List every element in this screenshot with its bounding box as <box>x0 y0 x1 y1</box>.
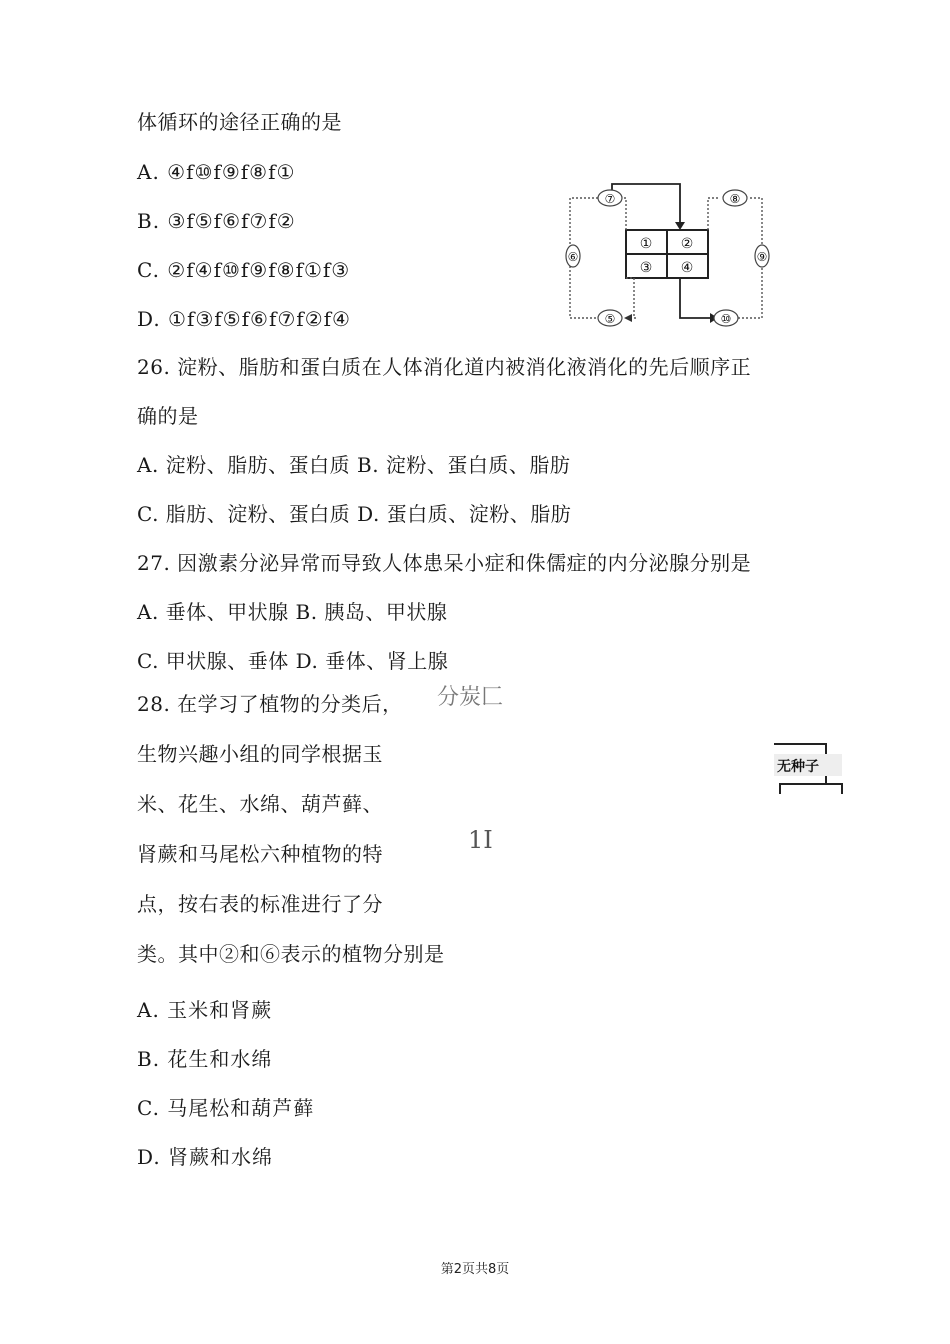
q26-options-row2: C. 脂肪、淀粉、蛋白质 D. 蛋白质、淀粉、脂肪 <box>137 502 572 526</box>
diagram-label-8: ⑧ <box>729 192 741 206</box>
q28-option-c: C. 马尾松和葫芦藓 <box>137 1096 315 1120</box>
q26-stem-line2: 确的是 <box>137 404 199 428</box>
q25-option-d: D. ①f③f⑤f⑥f⑦f②f④ <box>137 307 351 331</box>
q25-stem-tail: 体循环的途径正确的是 <box>137 110 342 134</box>
diagram-label-7: ⑦ <box>604 192 616 206</box>
q26-options-row1: A. 淀粉、脂肪、蛋白质 B. 淀粉、蛋白质、脂肪 <box>137 453 571 477</box>
diagram-label-6: ⑥ <box>567 250 579 264</box>
q28-stem-line3: 米、花生、水绵、葫芦藓、 <box>137 792 383 816</box>
diagram-label-10: ⑩ <box>720 312 732 326</box>
q27-options-row1: A. 垂体、甲状腺 B. 胰岛、甲状腺 <box>137 600 448 624</box>
diagram-label-4: ④ <box>680 260 694 276</box>
q25-option-a: A. ④f⑩f⑨f⑧f① <box>137 160 296 184</box>
classification-diagram-fragment <box>770 740 846 800</box>
stray-text-fenlei: 分炭匚 <box>437 685 504 710</box>
q26-stem-line1: 26. 淀粉、脂肪和蛋白质在人体消化道内被消化液消化的先后顺序正 <box>137 355 752 379</box>
diagram-label-5: ⑤ <box>604 312 616 326</box>
q28-option-a: A. 玉米和肾蕨 <box>137 998 273 1022</box>
diagram-label-3: ③ <box>639 260 653 276</box>
q28-option-d: D. 肾蕨和水绵 <box>137 1145 274 1169</box>
q27-stem: 27. 因激素分泌异常而导致人体患呆小症和侏儒症的内分泌腺分别是 <box>137 551 752 575</box>
diagram-label-2: ② <box>680 236 694 252</box>
stray-text-1i: 1I <box>468 826 493 854</box>
page-footer: 第2页共8页 <box>440 1262 510 1277</box>
diagram-label-no-seed: 无种子 <box>777 759 819 775</box>
q28-stem-line6: 类。其中②和⑥表示的植物分别是 <box>137 942 445 966</box>
diagram-label-1: ① <box>639 236 653 252</box>
q28-stem-line1: 28. 在学习了植物的分类后， <box>137 692 403 716</box>
q28-option-b: B. 花生和水绵 <box>137 1047 273 1071</box>
circulation-diagram <box>560 178 785 333</box>
q27-options-row2: C. 甲状腺、垂体 D. 垂体、肾上腺 <box>137 649 449 673</box>
q28-stem-line2: 生物兴趣小组的同学根据玉 <box>137 742 383 766</box>
diagram-label-9: ⑨ <box>756 250 768 264</box>
q28-stem-line4: 肾蕨和马尾松六种植物的特 <box>137 842 383 866</box>
q25-option-b: B. ③f⑤f⑥f⑦f② <box>137 209 296 233</box>
q25-option-c: C. ②f④f⑩f⑨f⑧f①f③ <box>137 258 351 282</box>
q28-stem-line5: 点，按右表的标准进行了分 <box>137 892 383 916</box>
